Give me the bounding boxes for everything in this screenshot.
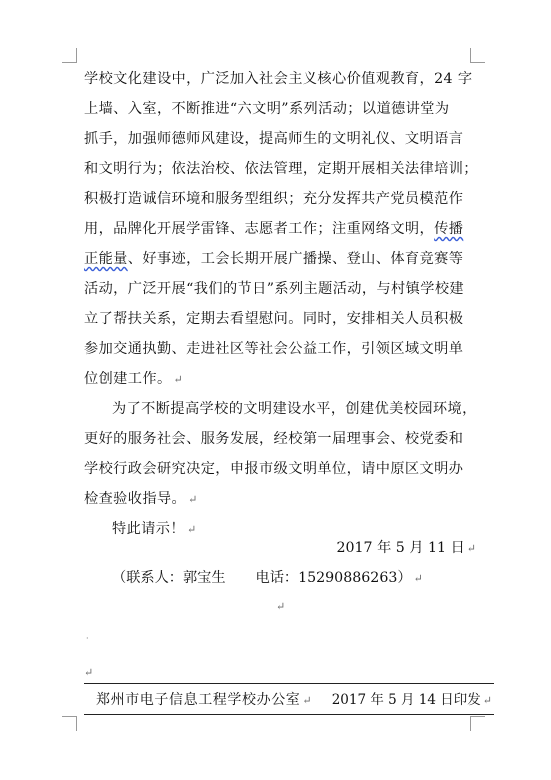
footer-rule-bottom (84, 714, 494, 715)
document-date (84, 534, 476, 563)
body-line: 抓手，加强师德师风建设，提高师生的文明礼仪、文明语言 (84, 131, 464, 147)
paragraph-mark: ↵ (276, 600, 286, 613)
body-line: 立了帮扶关系，定期去看望慰问。同时，安排相关人员积极 (84, 311, 464, 327)
closing-text: 特此请示！ (112, 521, 185, 537)
spellcheck-flagged-word: 正能量 (84, 251, 128, 267)
crop-mark-top-left (62, 48, 77, 63)
body-line-text: 位创建工作。 (84, 371, 172, 387)
crop-mark-bottom-left (62, 716, 77, 731)
contact-phone: 电话：15290886263） (255, 570, 412, 586)
paragraph-mark: ↵ (302, 694, 312, 707)
body-line: 更好的服务社会、服务发展，经校第一届理事会、校党委和 (84, 431, 464, 447)
paragraph-mark: ↵ (188, 493, 198, 506)
body-line: 参加交通执勤、走进社区等社会公益工作，引领区域文明单 (84, 341, 464, 357)
body-line-text: 检查验收指导。 (84, 491, 187, 507)
body-line: 和文明行为；依法治校、依法管理，定期开展相关法律培训； (84, 161, 478, 177)
contact-person: （联系人：郭宝生 (112, 570, 226, 586)
document-body[interactable] (84, 64, 476, 544)
contact-info (112, 564, 423, 593)
body-line: 上墙、入室，不断推进“六文明”系列活动；以道德讲堂为 (84, 101, 450, 117)
body-line (84, 244, 476, 274)
footer-organization: 郑州市电子信息工程学校办公室 (96, 692, 301, 708)
body-line: 为了不断提高学校的文明建设水平，创建优美校园环境， (112, 401, 477, 417)
body-line (84, 364, 476, 394)
body-line (84, 484, 476, 514)
paragraph-mark: ↵ (413, 572, 423, 585)
paragraph-mark: ↵ (173, 373, 184, 386)
paragraph-mark: ↵ (482, 694, 492, 707)
body-line: 学校文化建设中，广泛加入社会主义核心价值观教育，24 字 (84, 71, 473, 87)
paragraph-mark: ↵ (84, 666, 94, 679)
paragraph-mark: ↵ (466, 542, 476, 555)
body-line: 活动，广泛开展“我们的节日”系列主题活动，与村镇学校建 (84, 281, 464, 297)
body-line: 学校行政会研究决定，申报市级文明单位，请中原区文明办 (84, 461, 464, 477)
paragraph-mark: ↵ (186, 523, 197, 536)
crop-mark-top-right (470, 48, 485, 63)
date-text: 2017 年 5 月 11 日 (336, 540, 465, 556)
body-line-text: 、好事迹，工会长期开展广播操、登山、体育竞赛等 (127, 251, 464, 267)
spellcheck-flagged-word: 传播 (434, 221, 464, 237)
footer-rule-top (84, 683, 494, 684)
body-line (84, 214, 476, 244)
printed-date-text: 2017 年 5 月 14 日印发 (331, 692, 481, 708)
body-line: 积极打造诚信环境和服务型组织；充分发挥共产党员模范作 (84, 191, 464, 207)
anchor-dot-mark: · (86, 634, 89, 643)
issuance-footer (96, 688, 496, 713)
crop-mark-bottom-right (470, 716, 485, 731)
footer-printed-date (332, 688, 492, 713)
body-line-text: 用，品牌化开展学雷锋、志愿者工作；注重网络文明， (84, 221, 435, 237)
